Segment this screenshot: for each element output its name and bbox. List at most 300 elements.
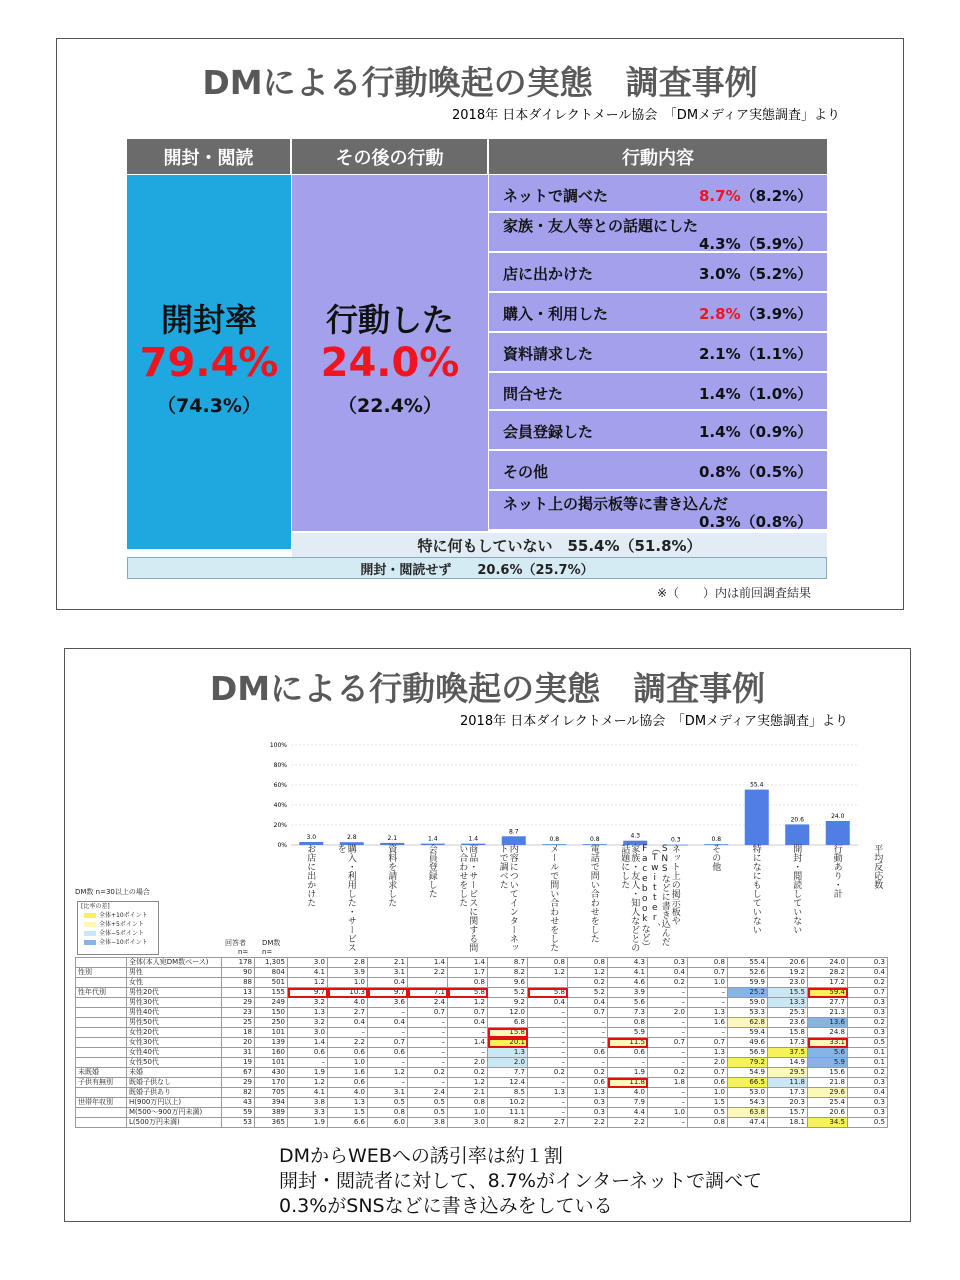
table-cell: – <box>648 1088 688 1098</box>
table-cell: 0.6 <box>568 1048 608 1058</box>
table-cell: 13.6 <box>808 1018 848 1028</box>
table-cell: 66.5 <box>728 1078 768 1088</box>
row-label: 男性20代 <box>127 988 222 998</box>
table-cell: 11.8 <box>608 1078 648 1088</box>
table-cell: 55.4 <box>728 958 768 968</box>
table-cell: – <box>408 1048 448 1058</box>
action-prev: （3.9%） <box>740 305 813 323</box>
table-cell: 0.2 <box>568 1068 608 1078</box>
table-cell: – <box>408 1028 448 1038</box>
table-cell: 0.4 <box>448 1018 488 1028</box>
conclusion <box>279 1144 762 1219</box>
row-respondents: 31 <box>222 1048 255 1058</box>
row-label: 全体(本人宛DM数ベース) <box>127 958 222 968</box>
table-cell: – <box>648 1018 688 1028</box>
row-group: 未既婚 <box>76 1068 127 1078</box>
table-cell: – <box>368 1008 408 1018</box>
data-table <box>75 957 888 1128</box>
table-cell: 0.3 <box>848 1098 888 1108</box>
table-cell: 4.0 <box>328 1088 368 1098</box>
bar <box>826 821 850 845</box>
table-cell: 0.4 <box>368 1018 408 1028</box>
row-dm-count: 430 <box>255 1068 288 1078</box>
table-cell: 0.4 <box>328 1018 368 1028</box>
table-cell: 3.9 <box>608 988 648 998</box>
action-value <box>699 343 812 364</box>
row-respondents: 18 <box>222 1028 255 1038</box>
table-cell: 0.7 <box>648 1038 688 1048</box>
table-cell: 0.8 <box>568 958 608 968</box>
table-cell: 21.3 <box>808 1008 848 1018</box>
table-cell: 0.3 <box>848 1008 888 1018</box>
table-cell: 3.2 <box>288 1018 328 1028</box>
table-cell: – <box>688 1028 728 1038</box>
table-cell: 2.2 <box>328 1038 368 1048</box>
table-cell: 47.4 <box>728 1118 768 1128</box>
table-cell: 3.6 <box>368 998 408 1008</box>
did-nothing-row: 特に何もしていない 55.4%（51.8%） <box>292 532 827 557</box>
table-cell: – <box>528 1028 568 1038</box>
table-cell: 0.1 <box>848 1048 888 1058</box>
table-cell: 8.2 <box>488 1118 528 1128</box>
row-group <box>76 1058 127 1068</box>
table-cell: 0.4 <box>528 998 568 1008</box>
table-cell: 5.2 <box>488 988 528 998</box>
row-respondents: 53 <box>222 1118 255 1128</box>
slide-title: DMによる行動喚起の実態 調査事例 <box>202 63 758 102</box>
row-dm-count: 365 <box>255 1118 288 1128</box>
bar-value-label: 2.8 <box>346 834 357 842</box>
table-cell: 2.7 <box>328 1008 368 1018</box>
row-dm-count: 150 <box>255 1008 288 1018</box>
table-cell: – <box>448 1048 488 1058</box>
y-tick-label: 60% <box>273 782 287 789</box>
action-row <box>489 373 827 411</box>
table-cell: 54.3 <box>728 1098 768 1108</box>
table-cell: – <box>528 1058 568 1068</box>
column-header-label: 購入・利用した・サービスを <box>335 844 356 952</box>
action-pct: 2.8% <box>699 305 741 323</box>
table-cell: 0.6 <box>328 1048 368 1058</box>
legend-swatch <box>84 931 96 936</box>
action-label: 購入・利用した <box>503 305 609 323</box>
table-cell: 1.4 <box>288 1038 328 1048</box>
table-cell: 10.2 <box>488 1098 528 1108</box>
conclusion-line-2: 開封・閲読者に対して、8.7%がインターネットで調べて <box>279 1170 763 1192</box>
table-cell: 12.0 <box>488 1008 528 1018</box>
column-header-label: 開封・閲読していない <box>791 844 802 934</box>
table-cell: 1.4 <box>408 958 448 968</box>
table-cell: 3.0 <box>288 958 328 968</box>
table-cell: 4.4 <box>608 1108 648 1118</box>
column-header-label: 資料を請求した <box>386 844 397 907</box>
action-label: その他 <box>503 463 549 481</box>
row-group: 世帯年収別 <box>76 1098 127 1108</box>
open-rate-label: 開封率 <box>160 301 257 339</box>
table-cell: 8.5 <box>488 1088 528 1098</box>
table-cell: 2.1 <box>448 1088 488 1098</box>
table-cell: 0.6 <box>328 1078 368 1088</box>
previous-survey-note: ※（ ）内は前回調査結果 <box>656 586 811 600</box>
action-row <box>489 175 827 213</box>
open-rate-value: 79.4% <box>139 340 279 386</box>
column-header-label: ネット上の掲示板やSNSなどに書き込んだ（Twitter、Facebookなど） <box>639 844 680 951</box>
table-cell: 0.8 <box>528 958 568 968</box>
row-dm-count: 170 <box>255 1078 288 1088</box>
table-cell: 28.2 <box>808 968 848 978</box>
table-cell: 53.0 <box>728 1088 768 1098</box>
table-cell: 2.0 <box>488 1058 528 1068</box>
table-cell: 3.1 <box>368 968 408 978</box>
column-header-label: メールで問い合わせをした <box>548 844 559 952</box>
table-cell: 5.6 <box>608 998 648 1008</box>
table-cell: 1.5 <box>688 1098 728 1108</box>
table-cell: 1.2 <box>368 1068 408 1078</box>
table-cell: 59.0 <box>728 998 768 1008</box>
table-cell: 1.2 <box>528 968 568 978</box>
row-dm-count: 101 <box>255 1058 288 1068</box>
table-cell: 0.8 <box>448 1098 488 1108</box>
table-cell: 1.0 <box>688 1088 728 1098</box>
action-row <box>489 213 827 253</box>
row-group <box>76 1008 127 1018</box>
legend <box>77 901 159 955</box>
row-label: H(900万円以上) <box>127 1098 222 1108</box>
column-header-label: お店に出かけた <box>305 844 316 907</box>
table-cell: 53.3 <box>728 1008 768 1018</box>
table-cell: 1.2 <box>288 1078 328 1088</box>
table-cell: – <box>568 1028 608 1038</box>
table-cell: 52.6 <box>728 968 768 978</box>
table-cell: 0.6 <box>368 1048 408 1058</box>
row-dm-count: 155 <box>255 988 288 998</box>
table-cell: 3.9 <box>328 968 368 978</box>
table-cell: 7.3 <box>608 1008 648 1018</box>
bar-value-label: 0.8 <box>549 836 560 844</box>
table-cell: 1.0 <box>688 978 728 988</box>
acted-prev: （22.4%） <box>338 395 442 417</box>
table-cell: – <box>648 998 688 1008</box>
row-label: 男性40代 <box>127 1008 222 1018</box>
table-cell: 1.0 <box>328 1058 368 1068</box>
table-cell: 3.0 <box>288 1028 328 1038</box>
table-cell: 0.1 <box>848 1058 888 1068</box>
action-pct: 0.3% <box>699 513 741 531</box>
bar <box>785 824 809 845</box>
table-cell: 62.8 <box>728 1018 768 1028</box>
action-label: 資料請求した <box>503 345 594 363</box>
table-cell: 0.6 <box>568 1078 608 1088</box>
row-dm-count: 249 <box>255 998 288 1008</box>
table-cell: 2.4 <box>408 1088 448 1098</box>
table-cell: 15.8 <box>488 1028 528 1038</box>
table-cell: – <box>568 1018 608 1028</box>
table-cell: 3.3 <box>288 1108 328 1118</box>
table-cell: – <box>368 1078 408 1088</box>
row-dm-count: 394 <box>255 1098 288 1108</box>
slide-survey-table <box>64 648 911 1222</box>
bar-value-label: 4.3 <box>630 832 641 840</box>
action-label: 会員登録した <box>503 423 594 441</box>
table-cell: – <box>648 988 688 998</box>
table-cell: 4.1 <box>288 968 328 978</box>
table-cell: – <box>528 1048 568 1058</box>
row-dm-count: 160 <box>255 1048 288 1058</box>
table-cell: 17.3 <box>768 1038 808 1048</box>
table-cell: – <box>408 1038 448 1048</box>
row-respondents: 20 <box>222 1038 255 1048</box>
conclusion-line-1: DMからWEBへの誘引率は約１割 <box>279 1145 563 1167</box>
table-cell: 2.7 <box>528 1118 568 1128</box>
table-cell: 6.8 <box>488 1018 528 1028</box>
table-cell: – <box>528 1078 568 1088</box>
table-cell: 1.2 <box>568 968 608 978</box>
table-cell: 3.8 <box>408 1118 448 1128</box>
table-cell: 0.7 <box>688 1068 728 1078</box>
table-cell: 5.9 <box>608 1028 648 1038</box>
column-header-label: 平均反応数 <box>872 844 883 889</box>
row-group <box>76 978 127 988</box>
table-cell: 0.8 <box>448 978 488 988</box>
source-note-2: 2018年 日本ダイレクトメール協会 「DMメディア実態調査」より <box>460 714 848 729</box>
table-cell: 3.2 <box>288 998 328 1008</box>
row-label: 女性30代 <box>127 1038 222 1048</box>
table-cell: 1.4 <box>448 958 488 968</box>
row-dm-count: 804 <box>255 968 288 978</box>
table-cell: – <box>688 998 728 1008</box>
action-row <box>489 491 827 531</box>
table-cell: 4.0 <box>608 1088 648 1098</box>
row-label: 既婚子供なし <box>127 1078 222 1088</box>
legend-item <box>81 929 158 938</box>
table-cell: 11.5 <box>608 1038 648 1048</box>
open-rate-panel <box>127 175 291 549</box>
table-cell: 0.7 <box>568 1008 608 1018</box>
table-cell: 0.8 <box>688 1118 728 1128</box>
y-tick-label: 80% <box>273 762 287 769</box>
row-group <box>76 1048 127 1058</box>
table-cell: – <box>648 1048 688 1058</box>
open-rate-prev: （74.3%） <box>157 395 261 417</box>
action-value <box>699 383 812 404</box>
table-cell: 25.3 <box>768 1008 808 1018</box>
row-group <box>76 1108 127 1118</box>
table-cell: – <box>528 1038 568 1048</box>
table-cell: 17.3 <box>768 1088 808 1098</box>
legend-swatch <box>84 940 96 945</box>
table-cell: – <box>408 1058 448 1068</box>
row-respondents: 90 <box>222 968 255 978</box>
table-cell: 3.0 <box>448 1118 488 1128</box>
table-cell: – <box>568 1038 608 1048</box>
table-cell: 20.3 <box>768 1098 808 1108</box>
slide-title-2: DMによる行動喚起の実態 調査事例 <box>209 669 766 708</box>
table-cell: 1.5 <box>328 1108 368 1118</box>
legend-item <box>81 911 158 920</box>
table-cell: 0.2 <box>848 1018 888 1028</box>
table-cell: 1.2 <box>288 978 328 988</box>
action-prev: （1.0%） <box>740 385 813 403</box>
row-dm-count: 1,305 <box>255 958 288 968</box>
action-prev: （1.1%） <box>740 345 813 363</box>
table-cell: – <box>368 1028 408 1038</box>
column-header-label: 会員登録した <box>426 844 437 898</box>
table-cell: 23.0 <box>768 978 808 988</box>
table-cell: 0.6 <box>288 1048 328 1058</box>
table-cell: 5.8 <box>448 988 488 998</box>
legend-label: 全体−10ポイント <box>99 939 148 946</box>
action-prev: （0.9%） <box>740 423 813 441</box>
header-open: 開封・閲読 <box>127 139 292 174</box>
table-cell: – <box>528 1098 568 1108</box>
row-dm-count: 139 <box>255 1038 288 1048</box>
table-row <box>76 1018 888 1028</box>
table-cell: 49.6 <box>728 1038 768 1048</box>
row-respondents: 25 <box>222 1018 255 1028</box>
table-cell: 0.8 <box>368 1108 408 1118</box>
table-cell: – <box>688 988 728 998</box>
table-cell: 1.2 <box>448 998 488 1008</box>
bar-value-label: 8.7 <box>508 828 519 836</box>
table-cell: 20.6 <box>768 958 808 968</box>
table-cell: 15.7 <box>768 1108 808 1118</box>
table-cell: 0.8 <box>688 958 728 968</box>
table-cell: 1.8 <box>648 1078 688 1088</box>
table-cell: 1.3 <box>688 1048 728 1058</box>
table-cell: 8.2 <box>488 968 528 978</box>
bar-value-label: 20.6 <box>790 816 804 824</box>
bar-value-label: 1.4 <box>468 835 479 843</box>
table-cell: – <box>648 1098 688 1108</box>
action-value <box>699 421 812 442</box>
row-label: 女性40代 <box>127 1048 222 1058</box>
table-row <box>76 978 888 988</box>
table-cell: 4.1 <box>608 968 648 978</box>
table-cell: 0.3 <box>568 1108 608 1118</box>
table-cell: 4.3 <box>608 958 648 968</box>
table-cell: 0.2 <box>848 978 888 988</box>
row-respondents: 59 <box>222 1108 255 1118</box>
table-cell: 0.5 <box>848 1038 888 1048</box>
y-tick-label: 40% <box>273 802 287 809</box>
action-pct: 1.4% <box>699 385 741 403</box>
col-n-dm: n= <box>262 948 273 956</box>
action-row <box>489 293 827 333</box>
legend-item <box>81 938 158 947</box>
row-label: 女性 <box>127 978 222 988</box>
row-label: 男性50代 <box>127 1018 222 1028</box>
row-respondents: 29 <box>222 1078 255 1088</box>
bar-value-label: 0.3 <box>670 836 681 844</box>
table-cell: 12.4 <box>488 1078 528 1088</box>
table-cell: 13.3 <box>768 998 808 1008</box>
table-cell: – <box>528 1108 568 1118</box>
table-cell: 0.3 <box>568 1098 608 1108</box>
not-opened-row: 開封・閲読せず 20.6%（25.7%） <box>127 557 827 579</box>
table-cell: 34.5 <box>808 1118 848 1128</box>
table-cell: – <box>608 1058 648 1068</box>
table-cell: 8.7 <box>488 958 528 968</box>
table-row <box>76 1108 888 1118</box>
table-cell: 15.5 <box>768 988 808 998</box>
table-cell: 27.7 <box>808 998 848 1008</box>
table-cell: 0.8 <box>608 1018 648 1028</box>
table-cell: 18.1 <box>768 1118 808 1128</box>
row-group <box>76 1028 127 1038</box>
table-cell: 0.5 <box>408 1098 448 1108</box>
row-group <box>76 1038 127 1048</box>
table-cell: 6.6 <box>328 1118 368 1128</box>
row-label: 既婚子供あり <box>127 1088 222 1098</box>
row-respondents: 88 <box>222 978 255 988</box>
table-cell: – <box>408 1018 448 1028</box>
table-cell: 0.7 <box>688 1038 728 1048</box>
table-cell: 1.0 <box>448 1108 488 1118</box>
table-cell: 11.1 <box>488 1108 528 1118</box>
action-value <box>699 511 812 532</box>
table-cell: 59.9 <box>728 978 768 988</box>
table-cell: 0.5 <box>368 1098 408 1108</box>
row-respondents: 67 <box>222 1068 255 1078</box>
bar-value-label: 2.1 <box>387 834 398 842</box>
table-cell: 56.9 <box>728 1048 768 1058</box>
column-header-label: 内容についてインターネットで調べた <box>497 844 518 952</box>
row-respondents: 23 <box>222 1008 255 1018</box>
table-cell: 1.9 <box>288 1068 328 1078</box>
table-cell: 0.4 <box>368 978 408 988</box>
table-cell: 20.6 <box>808 1108 848 1118</box>
table-cell: – <box>408 1078 448 1088</box>
table-cell: – <box>648 1028 688 1038</box>
legend-item <box>81 920 158 929</box>
row-group <box>76 1118 127 1128</box>
row-label: M(500〜900万円未満) <box>127 1108 222 1118</box>
table-cell: 0.5 <box>688 1108 728 1118</box>
bar-value-label: 55.4 <box>750 781 764 789</box>
table-cell: 1.3 <box>488 1048 528 1058</box>
row-label: 男性30代 <box>127 998 222 1008</box>
table-cell: 3.8 <box>288 1098 328 1108</box>
row-respondents: 178 <box>222 958 255 968</box>
column-header-label: 電話で問い合わせをした <box>588 844 599 943</box>
table-cell: 7.9 <box>608 1098 648 1108</box>
action-prev: （0.5%） <box>740 463 813 481</box>
table-cell: 0.2 <box>448 1068 488 1078</box>
table-cell: 0.4 <box>648 968 688 978</box>
y-tick-label: 20% <box>273 822 287 829</box>
action-prev: （0.8%） <box>740 513 813 531</box>
action-label: ネット上の掲示板等に書き込んだ <box>503 495 729 513</box>
table-cell: 0.6 <box>688 1078 728 1088</box>
legend-label: 全体−5ポイント <box>99 930 144 937</box>
action-pct: 1.4% <box>699 423 741 441</box>
table-cell: – <box>288 1058 328 1068</box>
table-cell: 59.4 <box>728 1028 768 1038</box>
table-row <box>76 998 888 1008</box>
bar-value-label: 3.0 <box>306 834 317 841</box>
legend-swatch <box>84 922 96 927</box>
table-cell: 9.7 <box>368 988 408 998</box>
table-cell: 1.2 <box>448 1078 488 1088</box>
table-cell: 2.0 <box>448 1058 488 1068</box>
table-cell: 1.6 <box>328 1068 368 1078</box>
table-cell <box>408 978 448 988</box>
table-cell: 0.2 <box>408 1068 448 1078</box>
table-cell: – <box>448 1028 488 1038</box>
action-prev: （5.9%） <box>740 235 813 253</box>
table-row <box>76 958 888 968</box>
table-cell: 3.1 <box>368 1088 408 1098</box>
